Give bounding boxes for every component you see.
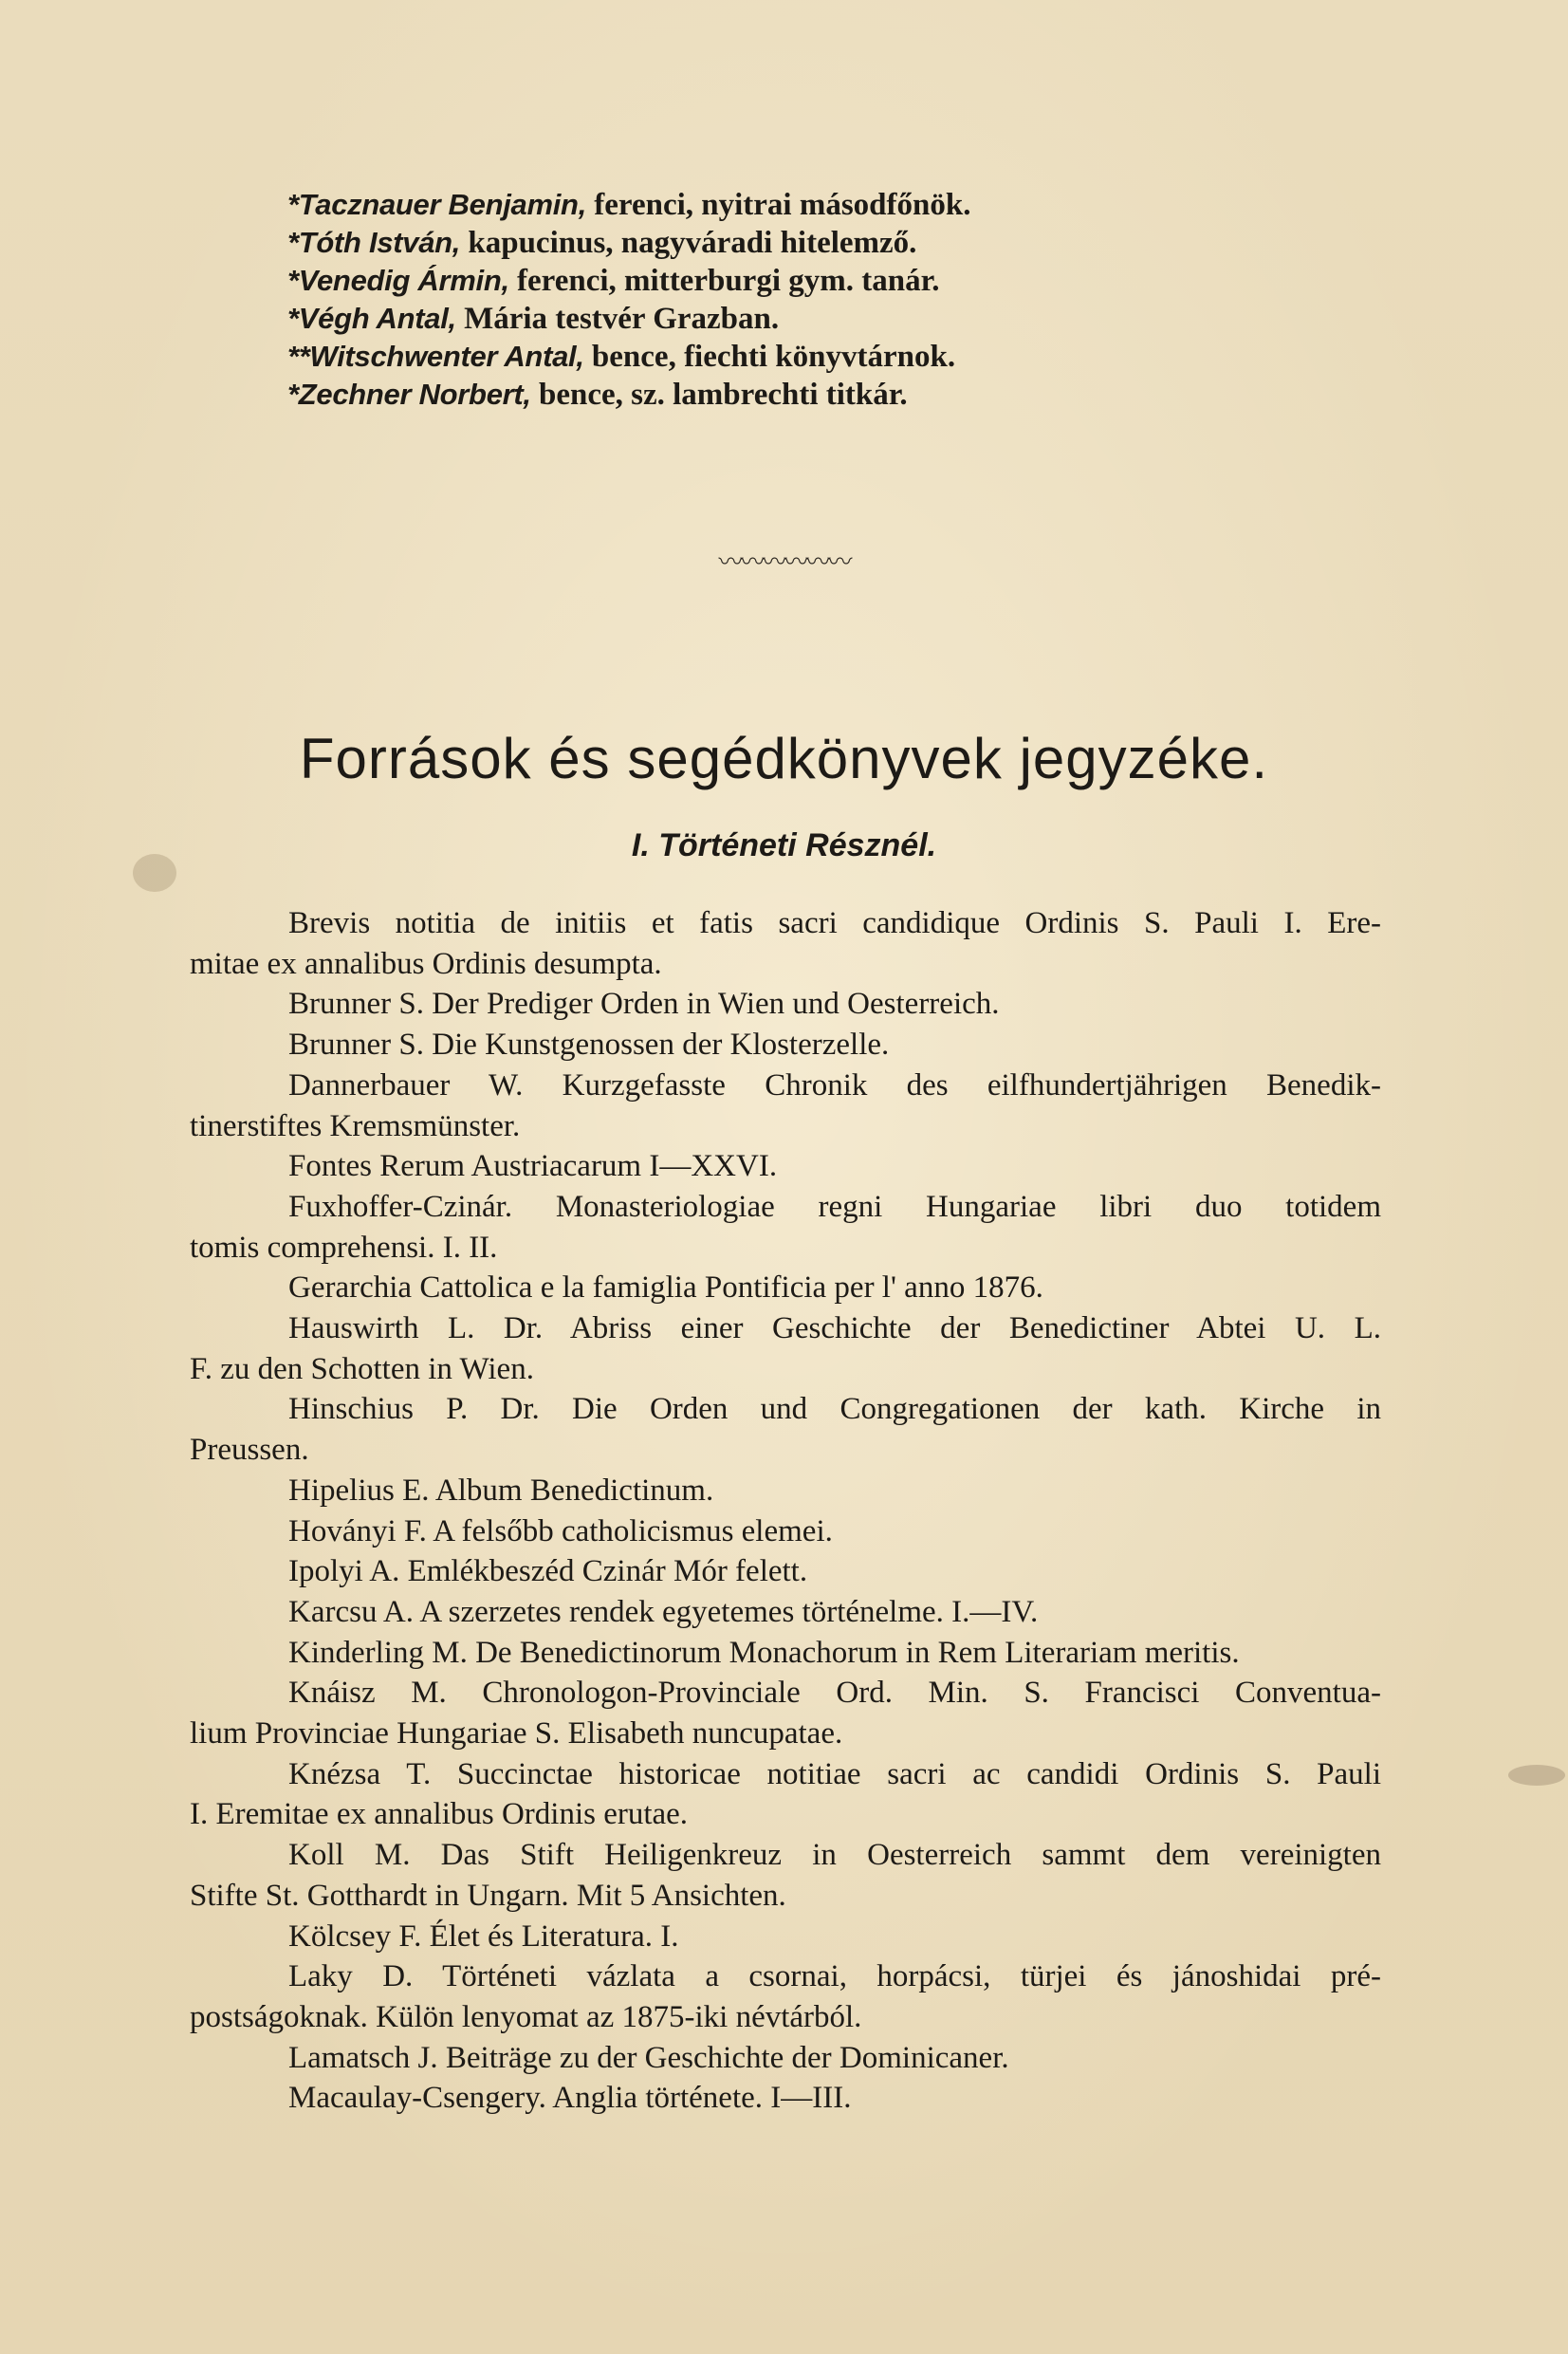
bibliography-entry-continuation: lium Provinciae Hungariae S. Elisabeth nuncupatae. [190, 1716, 843, 1752]
bibliography-entry-continuation: F. zu den Schotten in Wien. [190, 1351, 534, 1386]
bibliography-entry: Karcsu A. A szerzetes rendek egyetemes történelme. I.—IV. [288, 1594, 1039, 1629]
bibliography-entry-continuation: tinerstiftes Kremsmünster. [190, 1108, 521, 1143]
bibliography-entry-continuation: I. Eremitae ex annalibus Ordinis erutae. [190, 1797, 689, 1832]
member-name: *Végh Antal, [287, 302, 456, 335]
bibliography-entry: Fuxhoffer-Czinár. Monasteriologiae regni Hungariae libri duo totidem [288, 1189, 1381, 1224]
member-description: Mária testvér Grazban. [455, 302, 780, 336]
member-entry [287, 300, 1331, 338]
member-entry [287, 262, 1331, 300]
bibliography-entry: Knáisz M. Chronologon-Provinciale Ord. Min. S. Francisci Conventua- [288, 1676, 1381, 1711]
bibliography-entry: Dannerbauer W. Kurzgefasste Chronik des eilfhundertjährigen Benedik- [288, 1067, 1381, 1103]
member-list [287, 186, 1331, 414]
member-entry [287, 224, 1331, 262]
member-name: *Zechner Norbert, [287, 378, 531, 411]
section-subheading: I. Történeti Résznél. [631, 827, 937, 863]
bibliography-entry-continuation: Stifte St. Gotthardt in Ungarn. Mit 5 Ansichten. [190, 1878, 786, 1913]
member-name: **Witschwenter Antal, [287, 340, 584, 373]
bibliography-entry-continuation: tomis comprehensi. I. II. [190, 1230, 498, 1265]
member-entry [287, 186, 1331, 224]
member-entry [287, 376, 1331, 414]
bibliography-entry: Fontes Rerum Austriacarum I—XXVI. [288, 1149, 778, 1184]
member-description: kapucinus, nagyváradi hitelemző. [460, 226, 917, 260]
member-name: *Tóth István, [287, 226, 461, 259]
bibliography-entry: Laky D. Történeti vázlata a csornai, horpácsi, türjei és jánoshidai pré- [288, 1959, 1381, 1994]
bibliography-entry-continuation: Preussen. [190, 1433, 309, 1468]
bibliography-entry: Hinschius P. Dr. Die Orden und Congregationen der kath. Kirche in [288, 1392, 1381, 1427]
member-description: ferenci, mitterburgi gym. tanár. [508, 264, 940, 298]
bibliography-entry: Brevis notitia de initiis et fatis sacri candidique Ordinis S. Pauli I. Ere- [288, 906, 1381, 940]
paper-stain [1508, 1765, 1565, 1786]
member-name: *Tacznauer Benjamin, [287, 188, 587, 221]
bibliography-entry: Hipelius E. Album Benedictinum. [288, 1473, 714, 1508]
bibliography-entry: Kinderling M. De Benedictinorum Monachorum in Rem Literariam meritis. [288, 1635, 1240, 1670]
bibliography-entry-continuation: postságoknak. Külön lenyomat az 1875-iki névtárból. [190, 1999, 862, 2034]
bibliography-entry: Gerarchia Cattolica e la famiglia Pontificia per l' anno 1876. [288, 1270, 1043, 1306]
bibliography-list [190, 903, 1381, 2119]
bibliography-entry: Macaulay-Csengery. Anglia története. I—III. [288, 2081, 852, 2116]
bibliography-entry: Kölcsey F. Élet és Literatura. I. [288, 1918, 679, 1954]
bibliography-entry-continuation: mitae ex annalibus Ordinis desumpta. [190, 946, 662, 981]
bibliography-entry: Ipolyi A. Emlékbeszéd Czinár Mór felett. [288, 1554, 808, 1589]
section-heading: Források és segédkönyvek jegyzéke. [299, 727, 1269, 790]
bibliography-entry: Brunner S. Der Prediger Orden in Wien und Oesterreich. [288, 987, 1000, 1022]
bibliography-entry: Knézsa T. Succinctae historicae notitiae sacri ac candidi Ordinis S. Pauli [288, 1756, 1381, 1791]
bibliography-entry: Koll M. Das Stift Heiligenkreuz in Oesterreich sammt dem vereinigten [288, 1838, 1381, 1873]
member-description: bence, fiechti könyvtárnok. [583, 340, 956, 374]
member-name: *Venedig Ármin, [287, 264, 509, 297]
member-description: bence, sz. lambrechti titkár. [530, 378, 908, 412]
bibliography-entry: Hoványi F. A felsőbb catholicismus elemei. [288, 1513, 833, 1548]
bibliography-entry: Brunner S. Die Kunstgenossen der Klosterzelle. [288, 1028, 890, 1063]
ornament-divider: 〰〰〰〰〰〰 [718, 548, 850, 576]
member-description: ferenci, nyitrai másodfőnök. [586, 188, 971, 222]
bibliography-entry: Lamatsch J. Beiträge zu der Geschichte der Dominicaner. [288, 2040, 1009, 2075]
bibliography-entry: Hauswirth L. Dr. Abriss einer Geschichte der Benedictiner Abtei U. L. [288, 1311, 1381, 1346]
member-entry [287, 338, 1331, 376]
